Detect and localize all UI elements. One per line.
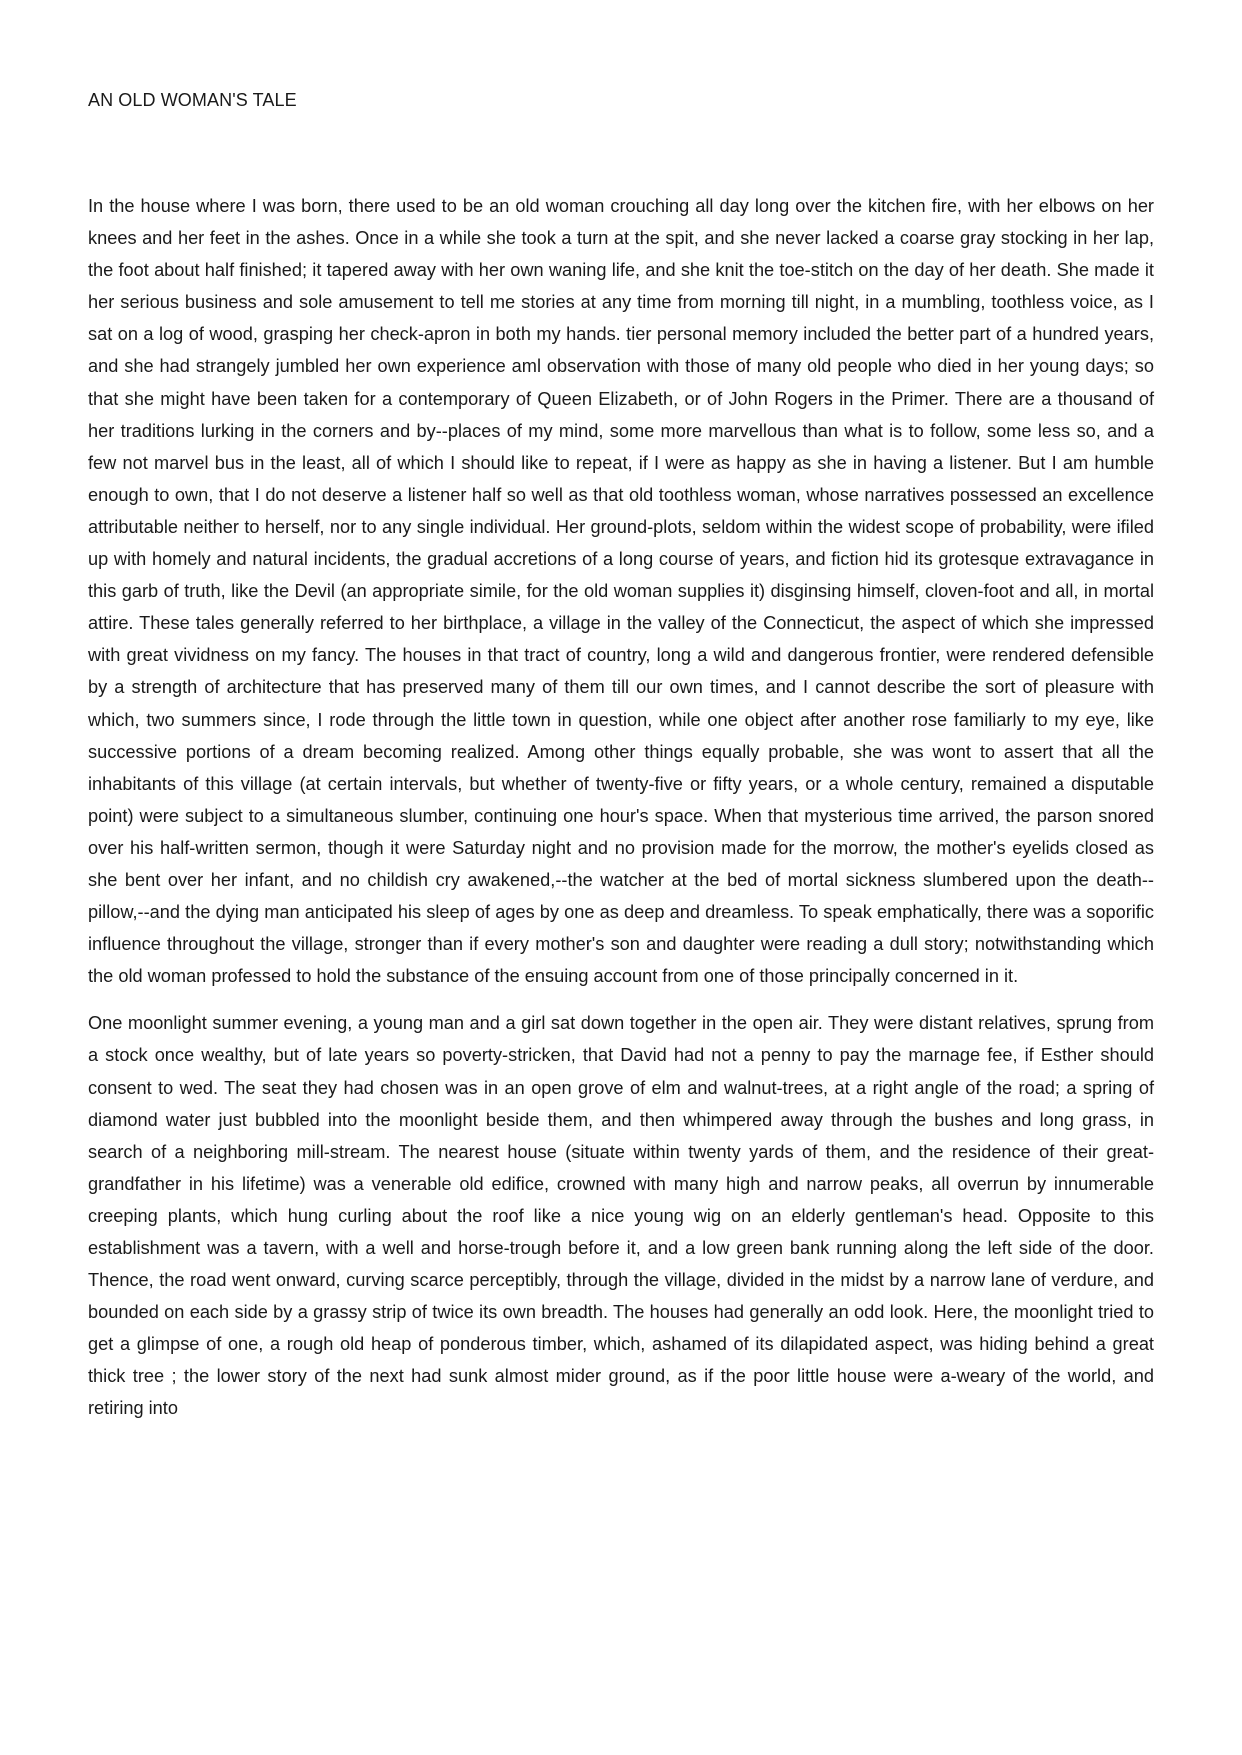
paragraph-1: In the house where I was born, there used to be an old woman crouching all day long over the kitchen fire, with her elbows on her knees and her feet in the ashes. Once in a while she took a turn at the spit, and she never lacked a coarse gray stocking in her lap, the foot about half finished; it tapered away with her own waning life, and she knit the toe-stitch on the day of her death. She made it her serious business and sole amusement to tell me stories at any time from morning till night, in a mumbling, toothless voice, as I sat on a log of wood, grasping her check-apron in both my hands. tier personal memory included the better part of a hundred years, and she had strangely jumbled her own experience aml observation with those of many old people who died in her young days; so that she might have been taken for a contemporary of Queen Elizabeth, or of John Rogers in the Primer. There are a thousand of her traditions lurking in the corners and by--places of my mind, some more marvellous than what is to follow, some less so, and a few not marvel bus in the least, all of which I should like to repeat, if I were as happy as she in having a listener. But I am humble enough to own, that I do not deserve a listener half so well as that old toothless woman, whose narratives possessed an excellence attributable neither to herself, nor to any single individual. Her ground-plots, seldom within the widest scope of probability, were ifiled up with homely and natural incidents, the gradual accretions of a long course of years, and fiction hid its grotesque extravagance in this garb of truth, like the Devil (an appropriate simile, for the old woman supplies it) disginsing himself, cloven-foot and all, in mortal attire. These tales generally referred to her birthplace, a village in the valley of the Connecticut, the aspect of which she impressed with great vividness on my fancy. The houses in that tract of country, long a wild and dangerous frontier, were rendered defensible by a strength of architecture that has preserved many of them till our own times, and I cannot describe the sort of pleasure with which, two summers since, I rode through the little town in question, while one object after another rose familiarly to my eye, like successive portions of a dream becoming realized. Among other things equally probable, she was wont to assert that all the inhabitants of this village (at certain intervals, but whether of twenty-five or fifty years, or a whole century, remained a disputable point) were subject to a simultaneous slumber, continuing one hour's space. When that mysterious time arrived, the parson snored over his half-written sermon, though it were Saturday night and no provision made for the morrow, the mother's eyelids closed as she bent over her infant, and no childish cry awakened,--the watcher at the bed of mortal sickness slumbered upon the death--pillow,--and the dying man anticipated his sleep of ages by one as deep and dreamless. To speak emphatically, there was a soporific influence throughout the village, stronger than if every mother's son and daughter were reading a dull story; notwithstanding which the old woman professed to hold the substance of the ensuing account from one of those principally concerned in it. xyxy=(88,196,1154,987)
document-body xyxy=(88,190,1154,1440)
page-title: AN OLD WOMAN'S TALE xyxy=(88,90,297,110)
paragraph-2: One moonlight summer evening, a young man and a girl sat down together in the open air. They were distant relatives, sprung from a stock once wealthy, but of late years so poverty-stricken, that David had not a penny to pay the marnage fee, if Esther should consent to wed. The seat they had chosen was in an open grove of elm and walnut-trees, at a right angle of the road; a spring of diamond water just bubbled into the moonlight beside them, and then whimpered away through the bushes and long grass, in search of a neighboring mill-stream. The nearest house (situate within twenty yards of them, and the residence of their great-grandfather in his lifetime) was a venerable old edifice, crowned with many high and narrow peaks, all overrun by innumerable creeping plants, which hung curling about the roof like a nice young wig on an elderly gentleman's head. Opposite to this establishment was a tavern, with a well and horse-trough before it, and a low green bank running along the left side of the door. Thence, the road went onward, curving scarce perceptibly, through the village, divided in the midst by a narrow lane of verdure, and bounded on each side by a grassy strip of twice its own breadth. The houses had generally an odd look. Here, the moonlight tried to get a glimpse of one, a rough old heap of ponderous timber, which, ashamed of its dilapidated aspect, was hiding behind a great thick tree ; the lower story of the next had sunk almost mider ground, as if the poor little house were a-weary of the world, and retiring into xyxy=(88,1013,1154,1419)
